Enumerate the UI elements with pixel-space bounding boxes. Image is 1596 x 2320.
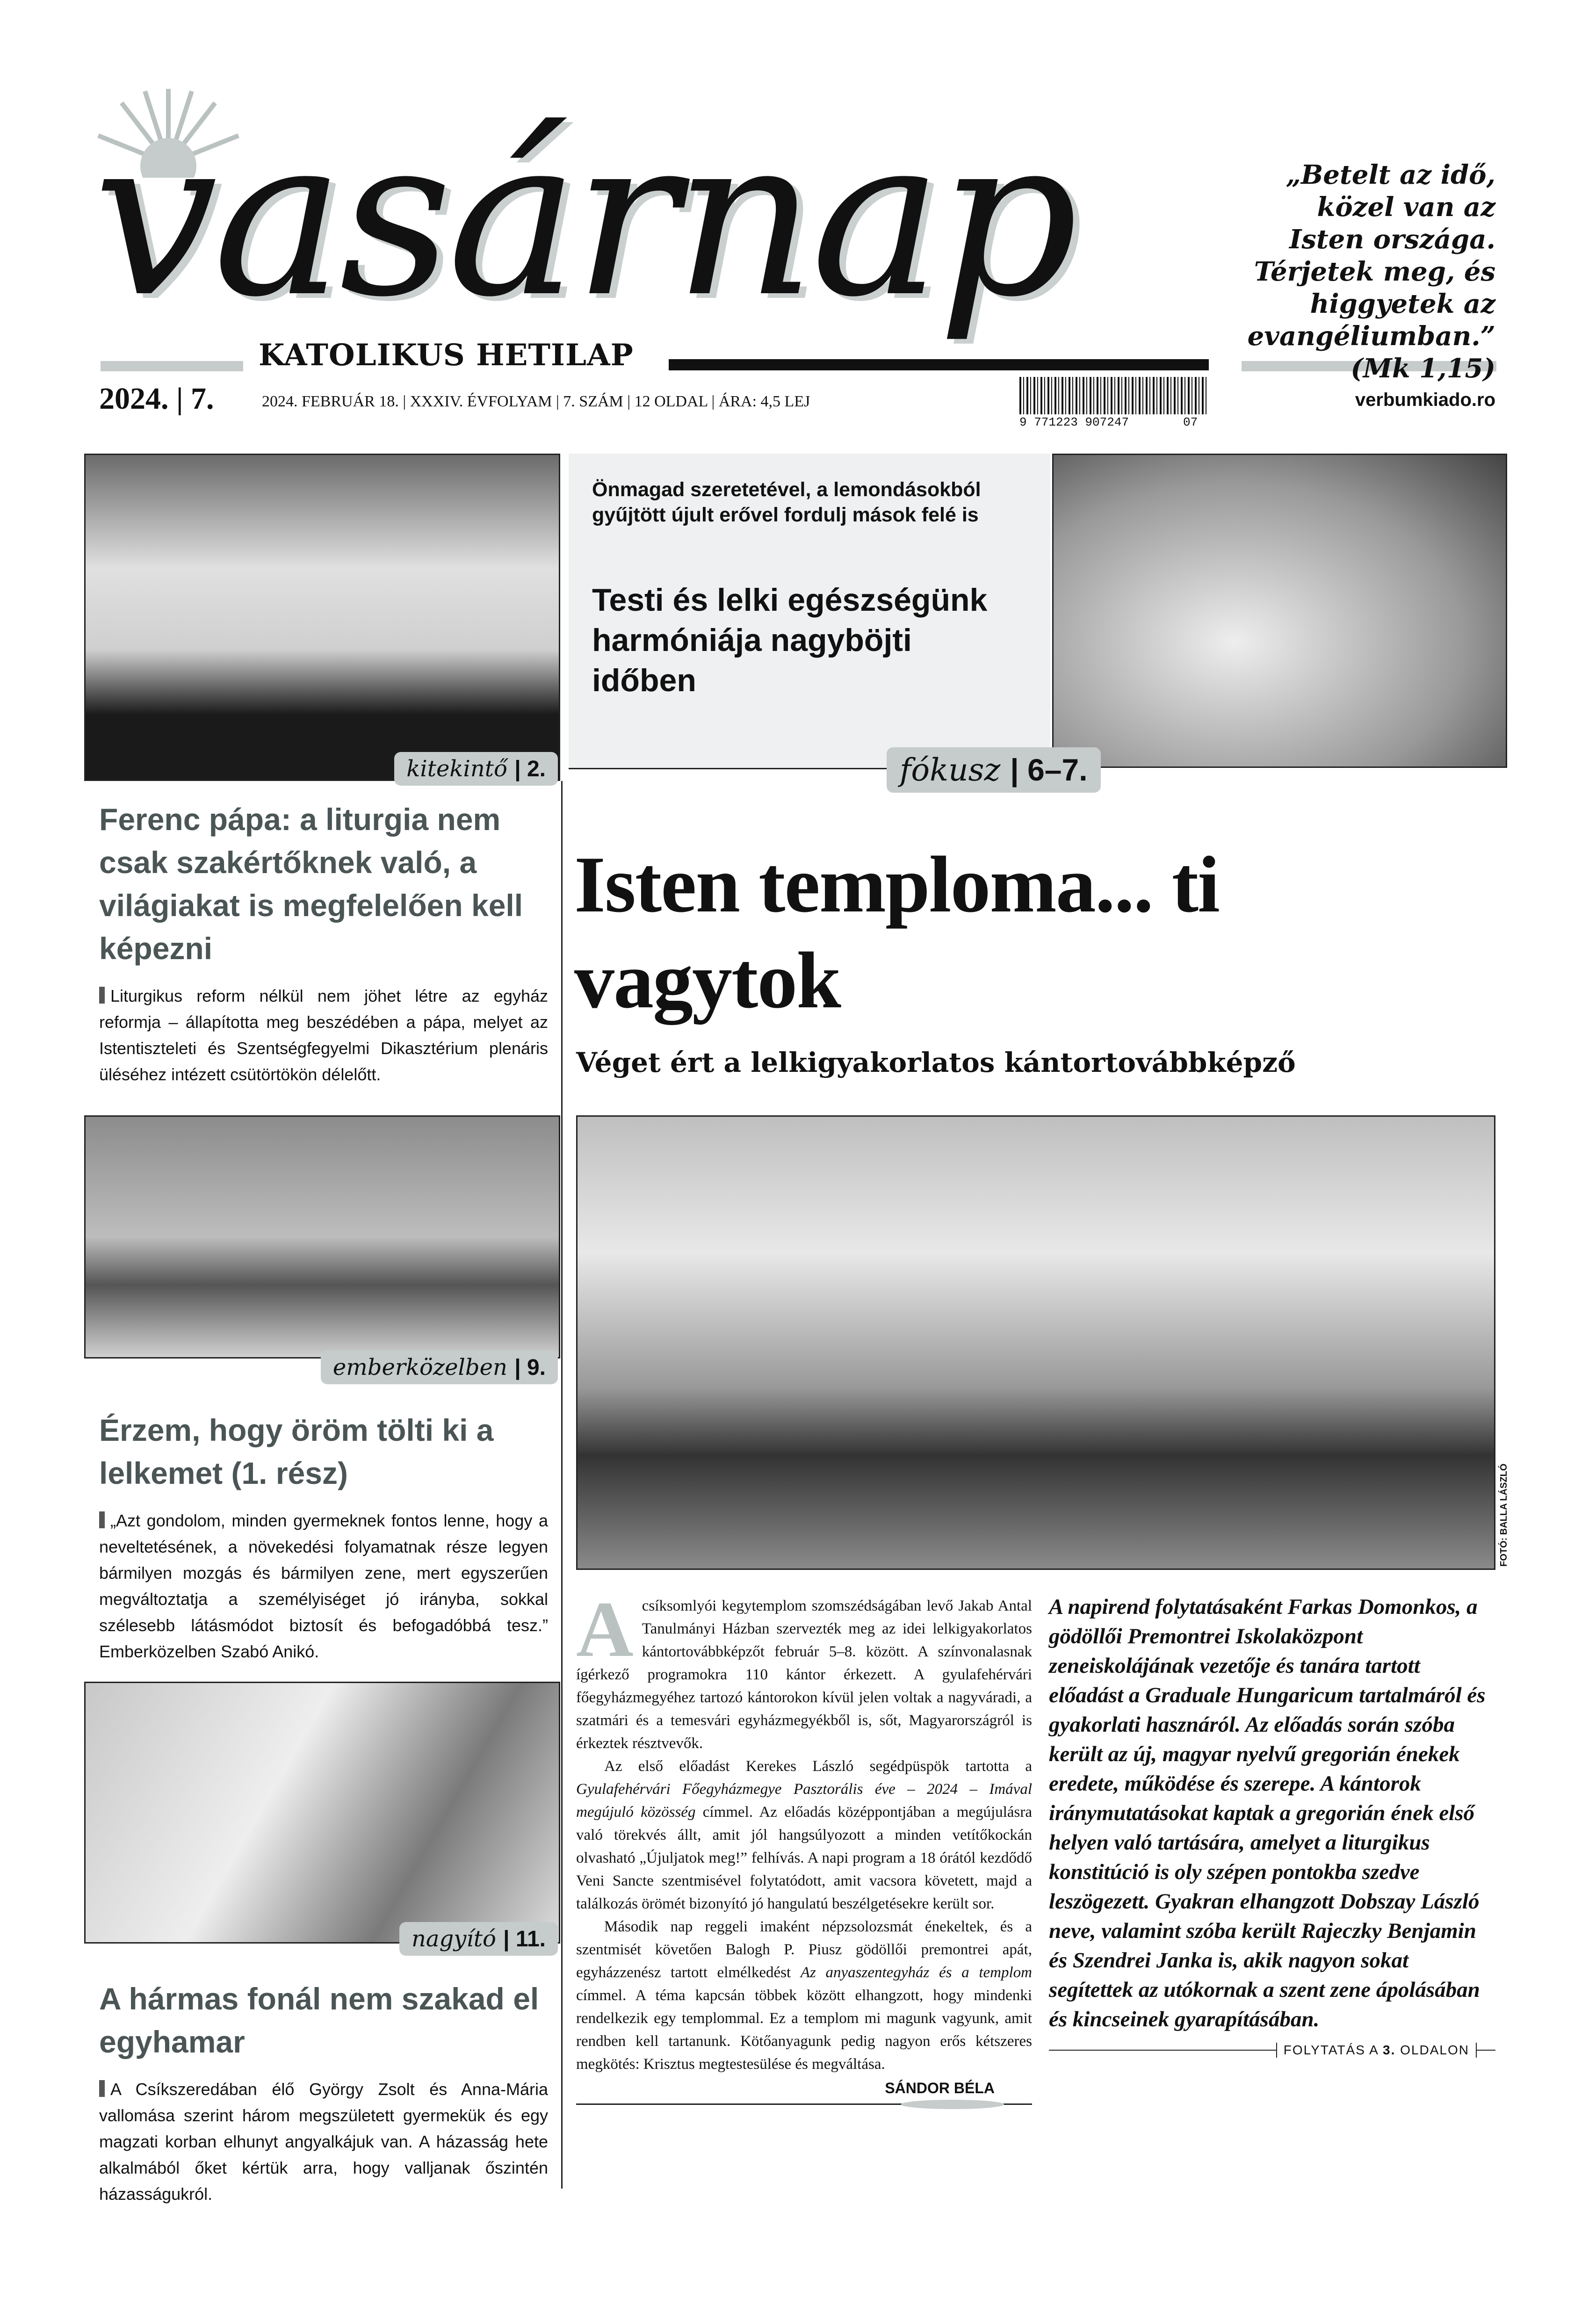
focus-box[interactable]	[569, 454, 1050, 769]
divider	[101, 361, 243, 371]
dancers-photo	[84, 1115, 560, 1359]
cantors-group-photo	[576, 1115, 1495, 1570]
photo-credit: FOTÓ: BALLA LÁSZLÓ	[1499, 1463, 1509, 1567]
barcode	[1019, 377, 1206, 414]
ashes-photo	[1052, 454, 1507, 768]
section-tag-emberkozelben[interactable]: emberközelben | 9.	[321, 1351, 558, 1384]
teaser-summary: Liturgikus reform nélkül nem jöhet létre az egyház reformja – állapította meg beszédében a pápa, melyet az Istentiszteleti és Szentségfegyelmi Dikasztérium plenáris üléséhez intézett csütörtökön délelőtt.	[99, 983, 548, 1088]
issue-number: 2024. | 7.	[99, 382, 214, 416]
masthead-quote: „Betelt az idő, közel van az Isten országa. Térjetek meg, és higgyetek az evangéliumban.” (Mk 1,15)	[1247, 159, 1495, 384]
focus-kicker: Önmagad szeretetével, a lemondásokból gyűjtött újult erővel fordulj mások felé is	[592, 478, 981, 526]
masthead-logo: vasárnap	[94, 89, 1074, 345]
lead-headline[interactable]: Isten temploma... ti vagytok	[574, 840, 1219, 1025]
teaser-summary: A Csíkszeredában élő György Zsolt és Anna-Mária vallomása szerint három megszületett gyermekük és egy magzati korban elhunyt angyalkájuk van. A házasság hete alkalmából őket kértük arra, hogy valljanak őszintén házasságukról.	[99, 2076, 548, 2207]
lead-subheadline: Véget ért a lelkigyakorlatos kántortovábbképző	[576, 1047, 1296, 1078]
barcode-addon: 07	[1183, 415, 1198, 429]
lead-body-highlight: A napirend folytatásaként Farkas Domonkos, a gödöllői Premontrei Iskolaközpont zeneiskolájának vezetője és tanára tartott előadást a Graduale Hungaricum tartalmáról és gyakorlati hasznáról. Az előadás során szóba került az új, magyar nyelvű gregorián énekek eredete, működése és szerepe. A kántorok iránymutatásokat kaptak a gregorián ének első helyen való tartására, amelyet a liturgikus konstitúció is oly szépen pontokba szedve leszögezett. Gyakran elhangzott Dobszay László neve, valamint szóba került Rajeczky Benjamin és Szendrei Janka is, akik nagyon sokat segítettek az utókornak a szent zene ápolásában és kincseinek gyarapításában.	[1049, 1595, 1486, 2031]
byline-ornament	[901, 2100, 1004, 2109]
website-link[interactable]: verbumkiado.ro	[1355, 390, 1495, 410]
barcode-number: 9 771223 907247	[1019, 415, 1129, 429]
pope-photo	[84, 454, 560, 781]
column-divider	[561, 781, 563, 2189]
drop-cap: A	[576, 1585, 634, 1673]
section-tag-kitekinto[interactable]: kitekintő | 2.	[394, 752, 558, 786]
divider	[1049, 2050, 1276, 2051]
lead-column	[576, 1585, 1032, 2105]
family-photo	[84, 1682, 560, 1944]
lead-column-2	[1049, 1592, 1495, 2058]
masthead-subtitle: KATOLIKUS HETILAP	[259, 338, 634, 373]
teaser	[99, 798, 548, 1088]
focus-headline: Testi és lelki egészségünk harmóniája nagyböjti időben	[592, 582, 988, 698]
section-tag-fokusz[interactable]: fókusz | 6–7.	[887, 747, 1101, 793]
issue-details: 2024. FEBRUÁR 18. | XXXIV. ÉVFOLYAM | 7. SZÁM | 12 OLDAL | ÁRA: 4,5 LEJ	[262, 393, 810, 410]
divider	[576, 2103, 1032, 2105]
teaser-headline[interactable]: A hármas fonál nem szakad el egyhamar	[99, 1981, 539, 2059]
teaser	[99, 1977, 548, 2207]
teaser-summary: „Azt gondolom, minden gyermeknek fontos lenne, hogy a neveltetésének, a növekedési folyamatnak része legyen bármilyen mozgás és bármilyen zene, mert egyszerűen megváltoztatja a személyiséget jó irányba, sokkal szélesebb látásmódot biztosít és befogadóbbá tesz.” Emberközelben Szabó Anikó.	[99, 1508, 548, 1665]
teaser-headline[interactable]: Ferenc pápa: a liturgia nem csak szakértőknek való, a világiakat is megfelelően kell képezni	[99, 802, 523, 966]
lead-body: A csíksomlyói kegytemplom szomszédságában levő Jakab Antal Tanulmányi Házban szervezték meg az idei lelkigyakorlatos kántortovábbképzőt február 5–8. között. A színvonalasnak ígérkező programokra 110 kántor érkezett. A gyulafehérvári főegyházmegyéhez tartozó kántorokon kívül jelen voltak a nagyváradi, a szatmári és a temesvári egyházmegyékből is, sőt, Magyarországról is érkeztek résztvevők. Az első előadást Kerekes László segédpüspök tartotta a Gyulafehérvári Főegyházmegye Pasztorális éve – 2024 – Imával megújuló közösség címmel. Az előadás középpontjában a megújulásra való törekvés állt, amit jól hangsúlyozott a minden vetítőkockán olvasható „Újuljatok meg!” felhívás. A napi program a 18 órától kezdődő Veni Sancte szentmisével folytatódott, amit vacsora követett, majd a találkozás örömét bizonyító jó hangulatú beszélgetésekre került sor. Második nap reggeli imaként népzsolozsmát énekeltek, és a szentmisét követően Balogh P. Piusz gödöllői premontrei apát, egyházzenész tartott elmélkedést Az anyaszentegyház és a templom címmel. A téma kapcsán többek között elhangzott, hogy mindenki rendelkezik egy templommal. Ez a templom mi magunk vagyunk, amit rendben kell tartanunk. Kötőanyagunk pedig nagyon erős kétszeres megkötés: Krisztus megtestesülése és megváltása.	[576, 1585, 1032, 2073]
teaser-headline[interactable]: Érzem, hogy öröm tölti ki a lelkemet (1. rész)	[99, 1413, 494, 1490]
continued-row	[1049, 2043, 1495, 2058]
teaser	[99, 1409, 548, 1665]
continued-link[interactable]: FOLYTATÁS A 3. OLDALON	[1276, 2043, 1477, 2058]
divider	[1477, 2050, 1495, 2051]
divider	[669, 359, 1209, 370]
section-tag-nagyito[interactable]: nagyító | 11.	[399, 1922, 558, 1956]
author-byline: SÁNDOR BÉLA	[885, 2080, 995, 2096]
